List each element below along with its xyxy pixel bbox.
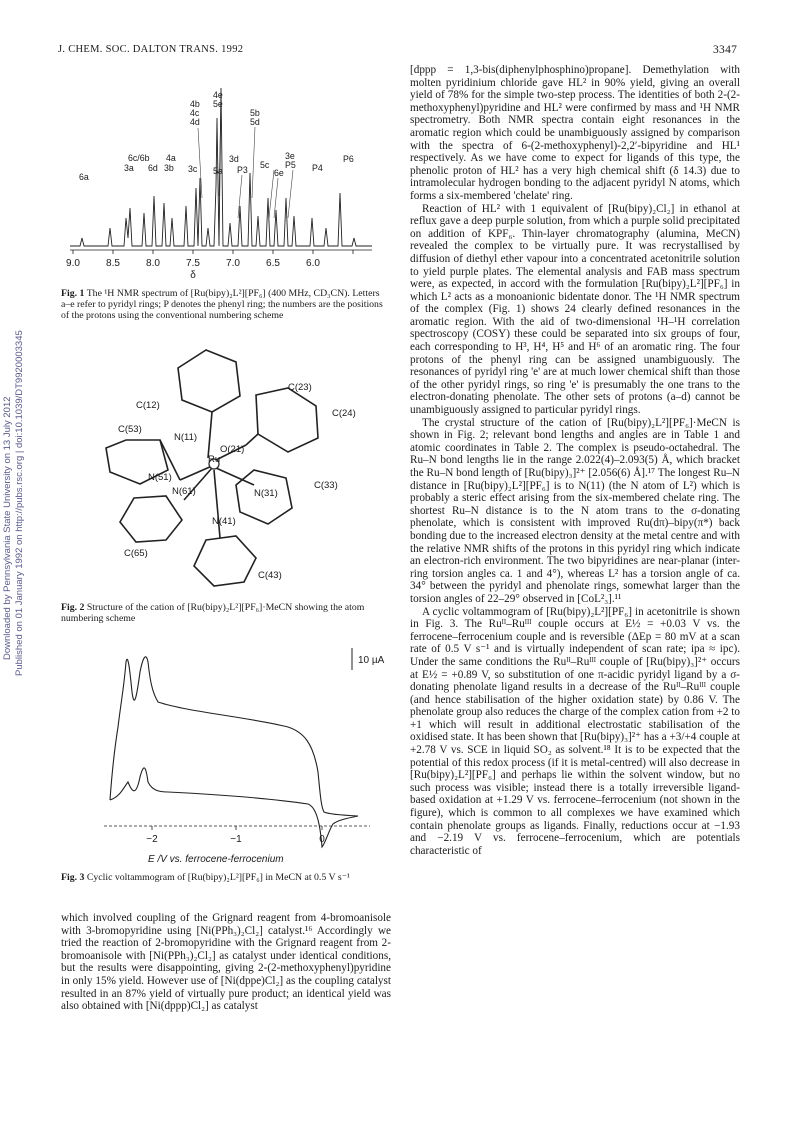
peak-label: 5a [213, 166, 223, 176]
atom-label: C(33) [314, 480, 338, 491]
fig1-text: The ¹H NMR spectrum of [Ru(bipy)₂L²][PF₆] (400 MHz, CD₃CN). Letters a–e refer to pyridyl rings; P denotes the phenyl ring; the numbers are the positions of the protons using the conventional numbering scheme [61, 288, 383, 322]
fig2-text: Structure of the cation of [Ru(bipy)₂L²][PF₆]·MeCN showing the atom numbering scheme [61, 602, 365, 625]
atom-label: N(41) [212, 516, 236, 527]
peak-label: 3d [229, 154, 239, 164]
axis-tick-label: 7.5 [186, 258, 200, 269]
fig1-caption [61, 288, 391, 322]
axis-tick-label: 6.5 [266, 258, 280, 269]
paragraph: [dppp = 1,3-bis(diphenylphosphino)propane]. Demethylation with molten pyridinium chloride gave HL² in 90% yield, giving an overall yield of 78% for the simple two-step process. The identities of both 2-(2-methoxyphenyl)pyridine and HL² were confirmed by mass and ¹H NMR spectrometry. Both NMR spectra contain eight resonances in the aromatic region which could be unambiguously assigned by comparison with the spectra of 6-(2-methoxyphenyl)-2,2′-bipyridine and HL¹ respectively. As we have come to expect for ligands of this type, the phenolic proton of HL² has a very high chemical shift (δ 14.3) due to intramolecular hydrogen bonding to the adjacent pyridyl N atoms, which forms a six-membered 'chelate' ring. [410, 64, 740, 202]
publication-notice: Published on 01 January 1992 on http://pubs.rsc.org | doi:10.1039/DT9920003345 [14, 330, 25, 676]
atom-label: N(61) [172, 486, 196, 497]
peak-label: 5b [250, 108, 260, 118]
peak-label: 6c/6b [128, 153, 150, 163]
atom-label: N(31) [254, 488, 278, 499]
atom-label: C(12) [136, 400, 160, 411]
peak-label: 6e [274, 168, 284, 178]
peak-label: P4 [312, 163, 323, 173]
peak-label: 4a [166, 153, 176, 163]
peak-label: P3 [237, 165, 248, 175]
peak-label: 5d [250, 117, 260, 127]
download-notice: Downloaded by Pennsylvania State University on 13 July 2012 [2, 396, 13, 660]
fig3-caption [61, 872, 391, 883]
atom-label: O(21) [220, 444, 245, 455]
atom-label: C(23) [288, 382, 312, 393]
peak-label: 3b [164, 163, 174, 173]
atom-label: C(24) [332, 408, 356, 419]
fig3-xlabel: E /V vs. ferrocene-ferrocenium [148, 854, 284, 865]
scale-label: 10 µA [358, 655, 385, 666]
fig3-text: Cyclic voltammogram of [Ru(bipy)₂L²][PF₆] in MeCN at 0.5 V s⁻¹ [86, 872, 350, 883]
atom-label: C(65) [124, 548, 148, 559]
nmr-spectrum-figure [62, 78, 392, 283]
cv-trace [110, 657, 358, 816]
paragraph: A cyclic voltammogram of [Ru(bipy)₂L²][PF₆] in acetonitrile is shown in Fig. 3. The Ruᴵᴵ–Ruᴵᴵᴵ couple occurs at E½ = +0.03 V vs. the ferrocene–ferrocenium couple and is reversible (ΔEp = 80 mV at a scan rate of 0.5 V s⁻¹ and is virtually independent of scan rate; ipa ≈ ipc). Under the same conditions the Ruᴵᴵ–Ruᴵᴵᴵ couple of [Ru(bipy)₃]²⁺ occurs at E½ = +0.89 V, so substitution of one π-acidic pyridyl ligand by a σ-donating phenolate ligand results in a decrease of the Ruᴵᴵ–Ruᴵᴵᴵ couple (and hence stabilisation of the higher oxidation state) by 0.86 V. The phenolate group also reduces the charge of the complex cation from +2 to +1 which will result in additional electrostatic stabilisation of the oxidised state. It has been shown that [Ru(bipy)₃]²⁺ has a +3/+4 couple at +2.78 V vs. SCE in liquid SO₂ as solvent.¹⁸ It is to be expected that the potential of this redox process (if it is metal-centred) will also decrease in [Ru(bipy)₂L²][PF₆] and perhaps lie within the solvent window, but no such process was visible; instead there is a totally irreversible ligand-based oxidation at +1.29 V vs. ferrocene–ferrocenium (not shown in the figure), which is common to all complexes we have examined which contain phenolate groups as ligands. Finally, reductions occur at −1.93 and −2.19 V vs. ferrocene–ferrocenium, which are potentials characteristic of [410, 605, 740, 857]
axis-tick-label: −1 [230, 834, 242, 845]
axis-tick-label: 8.0 [146, 258, 160, 269]
axis-symbol: δ [190, 270, 196, 281]
peak-label: 3e [285, 151, 295, 161]
atom-label: C(53) [118, 424, 142, 435]
fig2-label: Fig. 2 [61, 602, 85, 613]
crystal-structure-figure [96, 340, 381, 598]
atom-label: N(51) [148, 472, 172, 483]
peak-label: 5c [260, 160, 270, 170]
axis-tick-label: 6.0 [306, 258, 320, 269]
peak-label: P5 [285, 160, 296, 170]
paragraph: The crystal structure of the cation of [Ru(bipy)₂L²][PF₆]·MeCN is shown in Fig. 2; relevant bond lengths and angles are in Table 1 and atomic coordinates in Table 2. The complex is pseudo-octahedral. The Ru–N bond lengths lie in the range 2.022(4)–2.093(5) Å, which bracket the Ru–N bond length of [Ru(bipy)₃]²⁺ [2.056(6) Å].¹⁷ The longest Ru–N distance in [Ru(bipy)₂L²][PF₆] is to N(11) (the N atom of L²) which is probably a steric effect arising from the six-membered chelate ring. The shortest Ru–N distance is to the N atom trans to the σ-donating phenolate, which is consistent with improved Ru(dπ)–bipy(π*) back bonding due to the increased electron density at the metal centre and with the relative NMR shifts of the protons in this pyridyl ring which indicate an electron-rich environment. The two bipyridines are near-planar (inter-ring torsion angles ca. 1 and 4°), whereas L² has a torsion angle of ca. 34° between the pyridyl and phenolate rings, somewhat larger than the torsion angles of 22–29° observed in [CoL²₃].¹¹ [410, 416, 740, 605]
paragraph: which involved coupling of the Grignard reagent from 4-bromoanisole with 3-bromopyridine using [Ni(PPh₃)₂Cl₂] catalyst.¹⁶ Accordingly we tried the reaction of 2-bromopyridine with the Grignard reagent from 2-bromoanisole with [Ni(PPh₃)₂Cl₂] as catalyst under identical conditions, but the results were disappointing, giving 2-(2-methoxyphenyl)pyridine in only 15% yield. However use of [Ni(dppe)Cl₂] as the coupling catalyst resulted in an 87% yield of virtually pure product; an identical yield was also obtained with [Ni(dppp)Cl₂] as catalyst [61, 912, 391, 1013]
atom-label: C(43) [258, 570, 282, 581]
running-header: J. CHEM. SOC. DALTON TRANS. 1992 [58, 44, 244, 55]
peak-label: 6d [148, 163, 158, 173]
peak-label: 4e [213, 90, 223, 100]
peak-label: 5e [213, 99, 223, 109]
axis-tick-label: 7.0 [226, 258, 240, 269]
atom-label: N(11) [174, 432, 198, 443]
fig1-label: Fig. 1 [61, 288, 85, 299]
peak-label: P6 [343, 154, 354, 164]
peak-label: 3a [124, 163, 134, 173]
page-number: 3347 [713, 44, 738, 56]
axis-tick-label: 8.5 [106, 258, 120, 269]
peak-label: 6a [79, 172, 89, 182]
fig3-label: Fig. 3 [61, 872, 85, 883]
peak-label: 4d [190, 117, 200, 127]
axis-tick-label: 0 [319, 834, 325, 845]
atom-label: Ru [208, 454, 221, 465]
peak-label: 4b [190, 99, 200, 109]
axis-tick-label: 9.0 [66, 258, 80, 269]
peak-label: 3c [188, 164, 198, 174]
right-column-text [410, 64, 740, 857]
left-column-text [61, 912, 391, 1013]
fig2-caption [61, 602, 391, 624]
paragraph: Reaction of HL² with 1 equivalent of [Ru(bipy)₂Cl₂] in ethanol at reflux gave a deep purple solution, from which a purple solid precipitated on addition of KPF₆. Thin-layer chromatography (alumina, MeCN) revealed the complex to be virtually pure. It was recrystallised by diffusion of diethyl ether vapour into a concentrated acetonitrile solution to yield purple plates. The elemental analysis and FAB mass spectrum were, as expected, in accord with the formulation [Ru(bipy)₂L²][PF₆] in which L² acts as a monoanionic bidentate donor. The ¹H NMR spectrum of the complex (Fig. 1) shows 24 clearly defined resonances in the aromatic region. With the aid of two-dimensional ¹H–¹H correlation spectroscopy (COSY) these could be separated into six groups of four, each corresponding to H³, H⁴, H⁵ and H⁶ of an aromatic ring. The four protons of the phenyl ring can be assigned unambiguously. The resonances of pyridyl ring 'e' are at much lower chemical shift than those of the other pyridyl rings, so ring 'e' is presumably the one trans to the electron-donating phenolate. The other sets of protons (a–d) cannot be unambiguously assigned to particular pyridyl rings. [410, 202, 740, 417]
axis-tick-label: −2 [146, 834, 158, 845]
peak-label: 4c [190, 108, 200, 118]
cyclic-voltammogram-figure [88, 632, 388, 854]
